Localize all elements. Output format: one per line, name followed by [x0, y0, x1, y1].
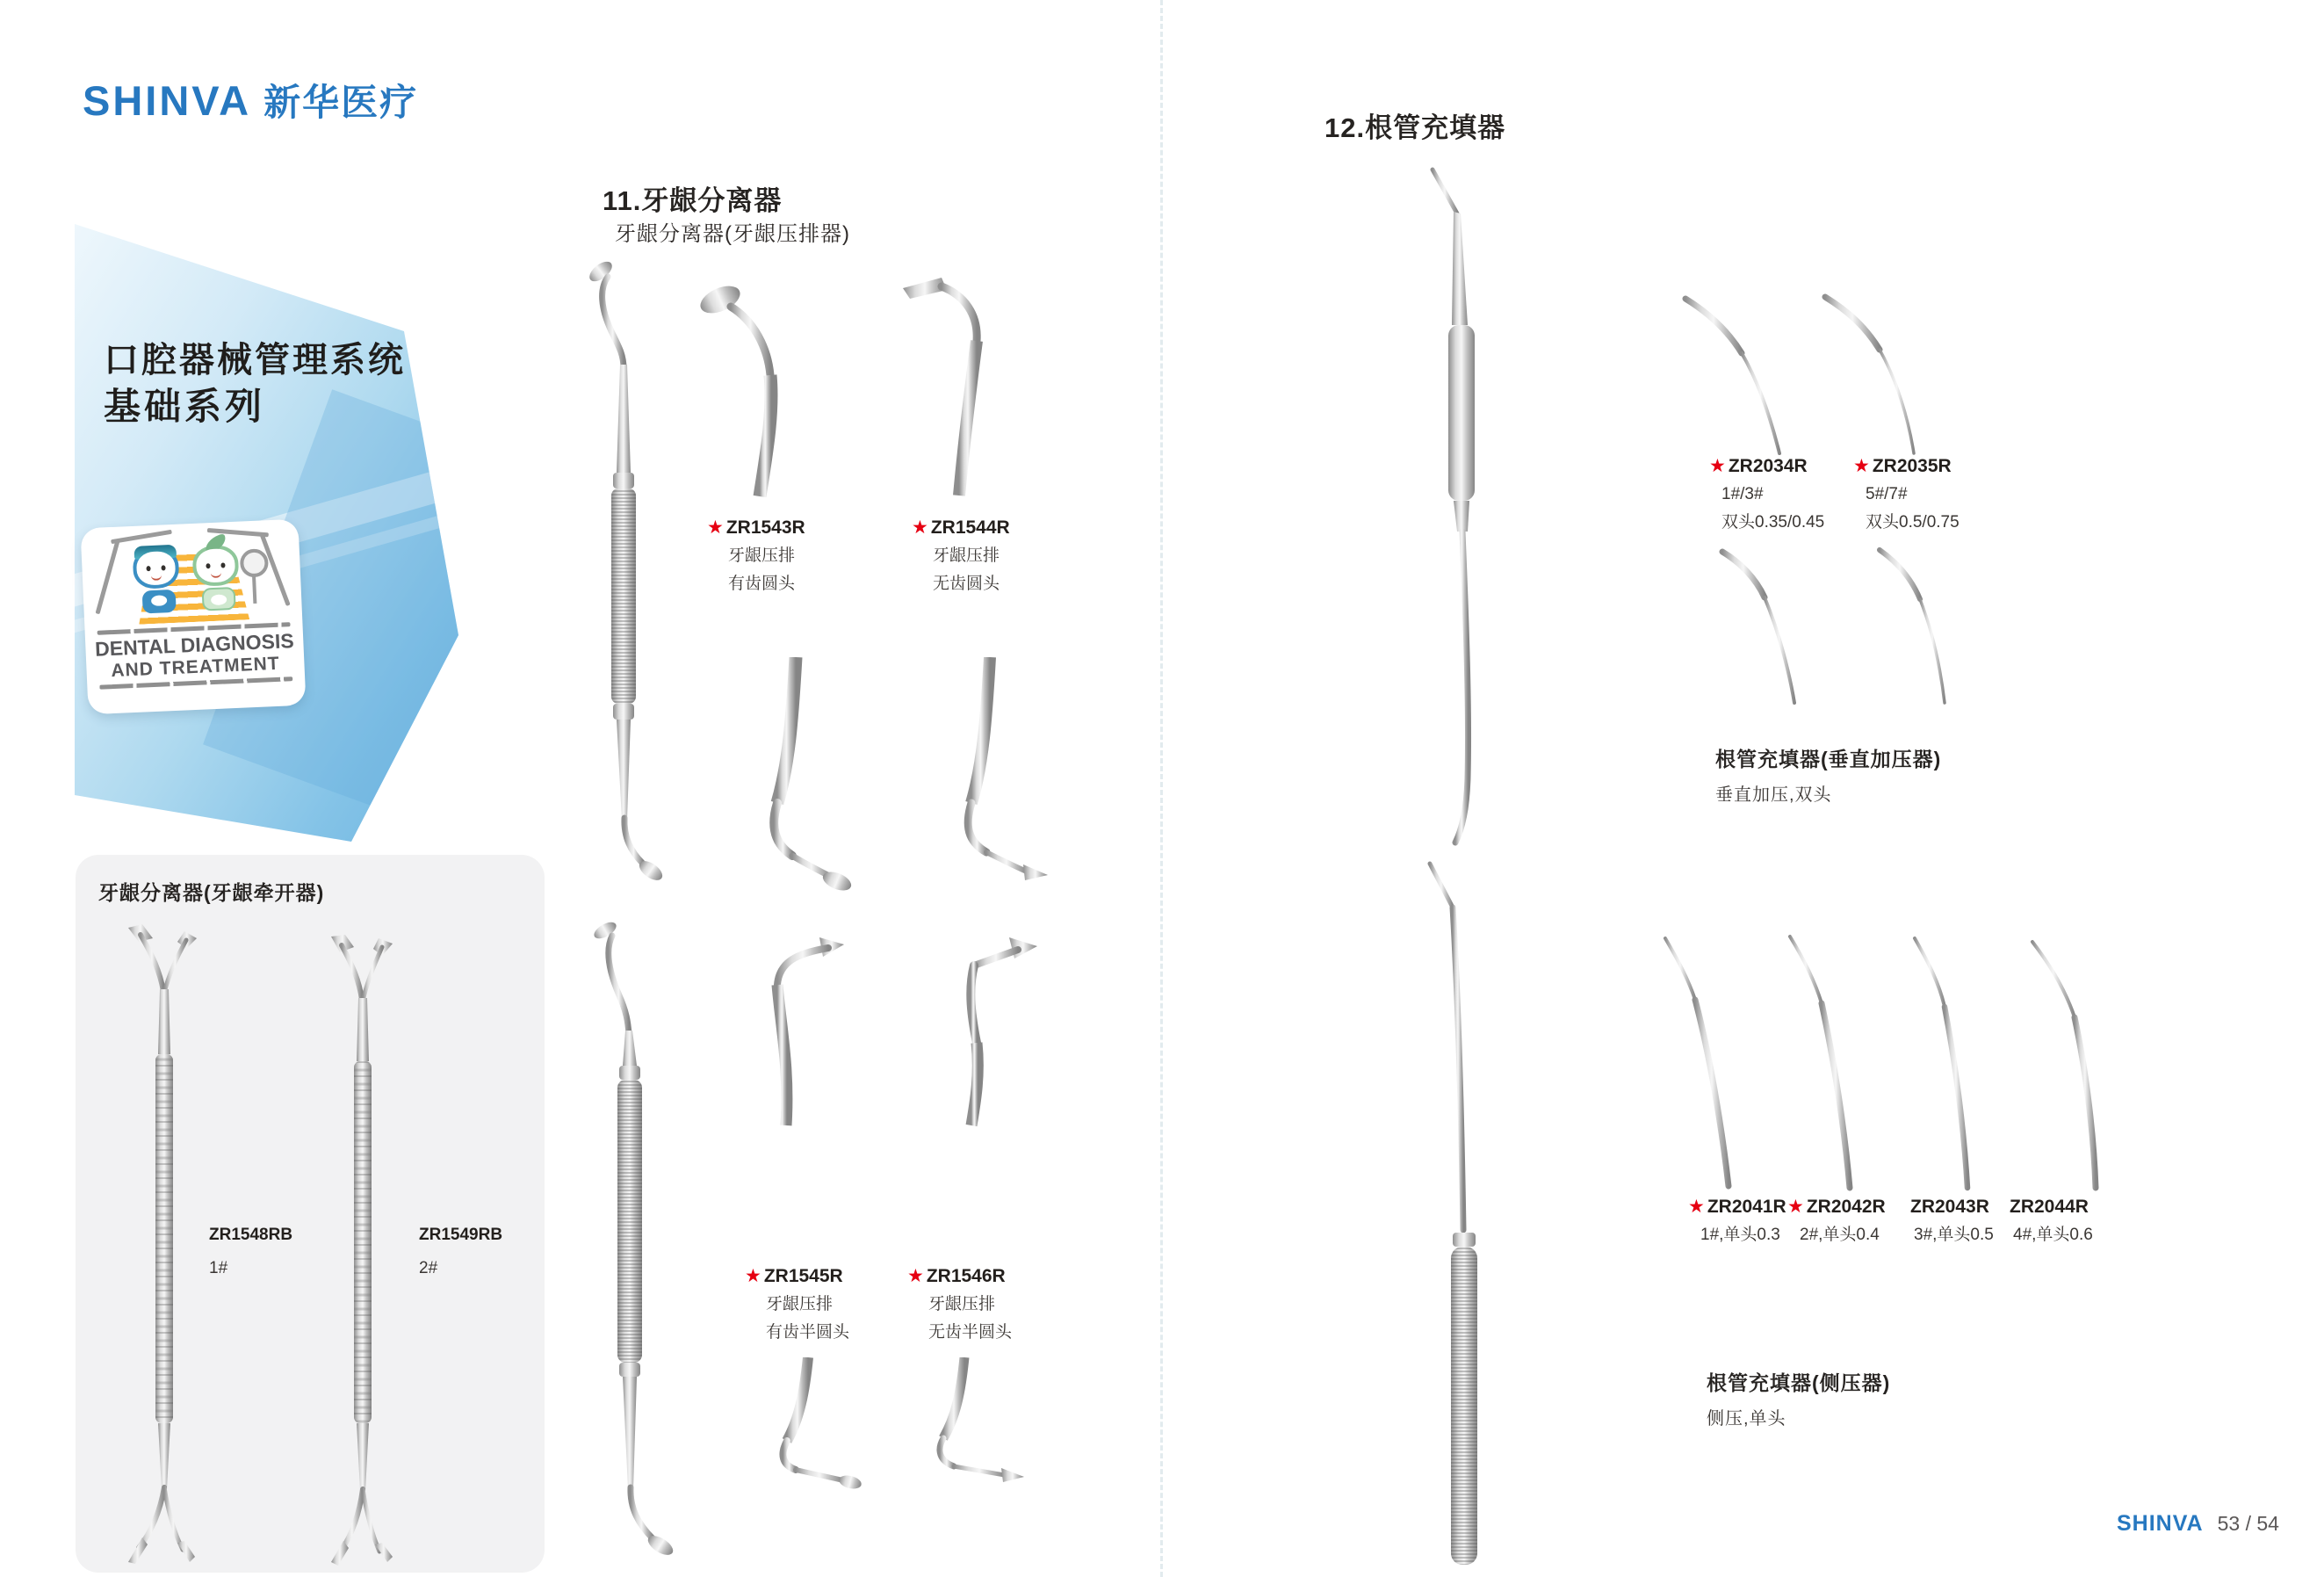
group2-subcaption: 侧压,单头	[1707, 1409, 1786, 1429]
product-desc: 有齿半圆头	[766, 1323, 850, 1342]
group2-caption: 根管充填器(侧压器)	[1707, 1371, 1891, 1394]
mascot-blue-robot	[133, 547, 185, 625]
product-desc: 牙龈压排	[766, 1295, 834, 1313]
tip-detail-zr1544r-top	[896, 271, 1045, 497]
product-code: ZR2041R	[1707, 1197, 1786, 1217]
star-icon: ★	[745, 1266, 761, 1286]
tip-detail-zr2034r	[1673, 288, 1789, 457]
product-desc: 双头0.35/0.45	[1721, 513, 1825, 532]
banner-title-line1: 口腔器械管理系统	[104, 341, 406, 380]
instrument-root-canal-full-1	[1401, 163, 1533, 848]
product-desc: 有齿圆头	[728, 575, 796, 593]
shinva-logo-en: SHINVA	[83, 77, 252, 124]
product-label-zr2035r	[1853, 452, 1960, 537]
tip-detail-zr2044r	[2020, 930, 2124, 1191]
product-label-zr2042r	[1787, 1193, 1886, 1249]
product-desc: 1#/3#	[1721, 485, 1764, 503]
dental-mirror-icon	[240, 548, 269, 577]
tip-detail-zr2035r-lower	[1862, 543, 1969, 706]
page-number: 53 / 54	[2217, 1512, 2279, 1535]
badge-emblem	[90, 526, 293, 628]
instrument-retractor-zr1549rb	[321, 933, 404, 1568]
product-size: 1#	[209, 1259, 228, 1277]
section-11-heading: 11.牙龈分离器	[603, 185, 783, 216]
product-code: ZR2034R	[1728, 456, 1808, 476]
star-icon: ★	[912, 517, 928, 538]
gray-panel-title: 牙龈分离器(牙龈牵开器)	[98, 881, 325, 904]
badge-frame	[96, 540, 120, 614]
product-desc: 4#,单头0.6	[2013, 1226, 2093, 1244]
tip-detail-zr1545r-bottom	[755, 1357, 878, 1491]
product-label-zr2044r	[2010, 1193, 2093, 1249]
product-code: ZR1544R	[930, 517, 1010, 538]
badge-frame	[111, 530, 172, 544]
tip-detail-zr1544r-bottom	[935, 657, 1054, 905]
star-icon: ★	[707, 517, 724, 538]
page-divider	[1160, 0, 1163, 1577]
product-label-zr1544r	[912, 514, 1010, 598]
product-label-zr1543r	[707, 514, 805, 598]
product-code: ZR1545R	[763, 1266, 843, 1286]
product-label-zr1549rb	[419, 1221, 502, 1283]
tip-detail-zr1545r-top	[742, 936, 874, 1127]
product-label-zr1545r	[745, 1262, 849, 1347]
tip-detail-zr2034r-lower	[1708, 543, 1815, 706]
product-size: 2#	[419, 1259, 438, 1277]
badge-text-line2: AND TREATMENT	[110, 653, 281, 682]
product-desc: 1#,单头0.3	[1700, 1226, 1780, 1244]
tip-detail-zr2035r	[1809, 288, 1925, 457]
instrument-gingival-retractor-full-2	[575, 918, 689, 1575]
tip-detail-zr1546r-top	[927, 936, 1054, 1127]
instrument-root-canal-full-2	[1405, 857, 1528, 1573]
instrument-retractor-zr1548rb	[123, 922, 206, 1568]
instrument-gingival-retractor-full-1	[569, 257, 683, 892]
product-label-zr2041r	[1688, 1193, 1786, 1249]
section-11-subtitle: 牙龈分离器(牙龈压排器)	[615, 222, 850, 246]
group1-subcaption: 垂直加压,双头	[1715, 785, 1832, 805]
product-code: ZR2042R	[1806, 1197, 1886, 1217]
star-icon: ★	[1688, 1197, 1705, 1217]
tip-detail-zr2042r	[1774, 930, 1878, 1191]
product-desc: 3#,单头0.5	[1914, 1226, 1994, 1244]
product-desc: 5#/7#	[1866, 485, 1908, 503]
section-12-heading: 12.根管充填器	[1324, 112, 1506, 143]
tip-detail-zr1543r-top	[694, 277, 843, 498]
page-footer	[2117, 1511, 2279, 1537]
product-code: ZR2044R	[2010, 1197, 2089, 1217]
product-code: ZR1549RB	[419, 1226, 503, 1244]
product-code: ZR2043R	[1910, 1197, 1989, 1217]
product-desc: 2#,单头0.4	[1800, 1226, 1880, 1244]
product-desc: 双头0.5/0.75	[1866, 513, 1960, 532]
product-code: ZR1543R	[725, 517, 805, 538]
dental-badge	[80, 519, 306, 715]
product-label-zr1548rb	[209, 1221, 292, 1283]
tip-detail-zr1543r-bottom	[738, 657, 861, 905]
footer-shinva-logo: SHINVA	[2117, 1511, 2204, 1536]
star-icon: ★	[1709, 456, 1726, 476]
product-desc: 牙龈压排	[933, 546, 1000, 565]
tip-detail-zr2041r	[1651, 930, 1755, 1191]
shinva-logo-cn: 新华医疗	[263, 82, 419, 123]
shinva-logo	[83, 74, 418, 127]
product-label-zr2043r	[1910, 1193, 1994, 1249]
group1-caption: 根管充填器(垂直加压器)	[1715, 748, 1942, 770]
product-label-zr2034r	[1709, 452, 1824, 537]
star-icon: ★	[1853, 456, 1870, 476]
banner-title-line2: 基础系列	[104, 386, 266, 427]
product-code: ZR1546R	[926, 1266, 1006, 1286]
product-desc: 牙龈压排	[728, 546, 796, 565]
tip-detail-zr2043r	[1897, 930, 2001, 1191]
star-icon: ★	[907, 1266, 924, 1286]
product-desc: 无齿圆头	[933, 575, 1000, 593]
product-label-zr1546r	[907, 1262, 1012, 1347]
star-icon: ★	[1787, 1197, 1804, 1217]
product-code: ZR2035R	[1872, 456, 1952, 476]
product-desc: 无齿半圆头	[928, 1323, 1013, 1342]
product-code: ZR1548RB	[209, 1226, 293, 1244]
badge-text-line1: DENTAL DIAGNOSIS	[94, 629, 295, 661]
tip-detail-zr1546r-bottom	[913, 1357, 1032, 1487]
mascot-green-sprout	[192, 545, 245, 622]
product-desc: 牙龈压排	[928, 1295, 996, 1313]
